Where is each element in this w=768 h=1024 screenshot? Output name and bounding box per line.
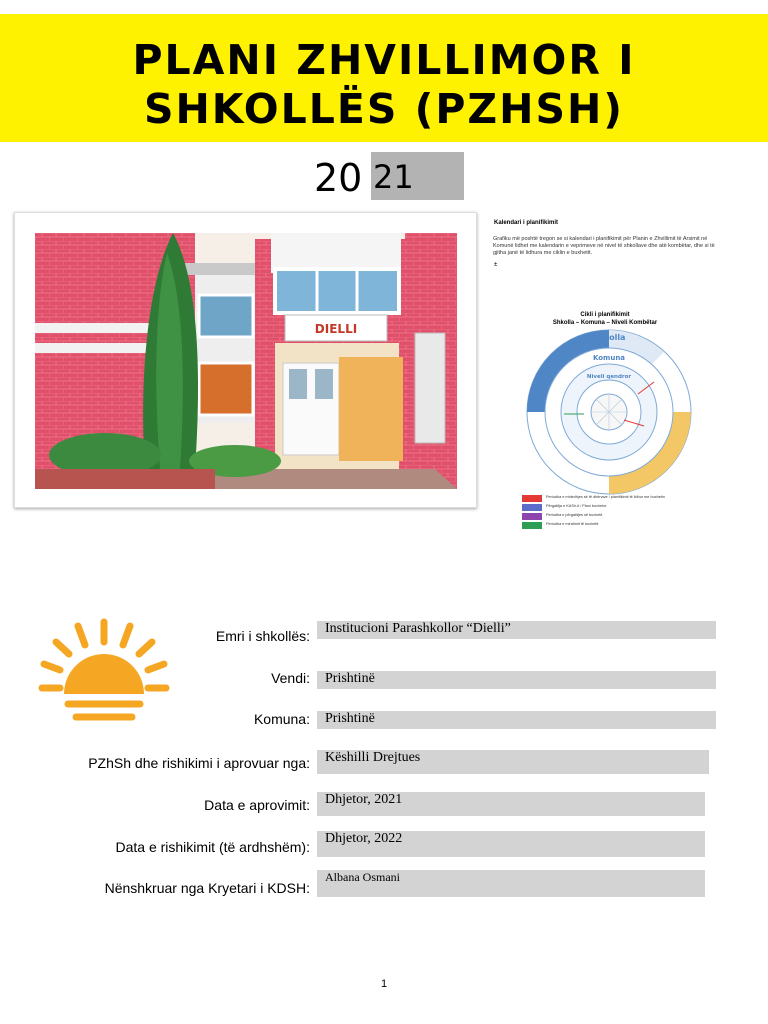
school-name-field[interactable]: Institucioni Parashkollor “Dielli” <box>317 621 716 639</box>
calendar-heading: Kalendari i planifikimit <box>494 220 559 226</box>
legend-swatch <box>522 522 542 529</box>
legend-text: Periudha e mbledhjes së të dhënave / planifikimit të lidhur me buxhetin <box>546 495 665 499</box>
school-building-illustration <box>35 233 457 489</box>
label-municipality: Komuna: <box>253 711 310 727</box>
page-number: 1 <box>380 978 388 990</box>
school-photo-frame <box>14 212 477 508</box>
signed-by-field[interactable]: Albana Osmani <box>317 870 705 897</box>
ring-label-municipality: Komuna <box>592 354 626 362</box>
legend-text: Periudha e përgatitjes së buxhetit <box>546 513 603 517</box>
location-field[interactable]: Prishtinë <box>317 671 716 689</box>
title-banner <box>0 14 768 142</box>
approved-by-field[interactable]: Këshilli Drejtues <box>317 750 709 774</box>
planning-cycle-diagram <box>504 328 714 501</box>
ring-label-school: Shkolla <box>592 333 626 342</box>
legend-swatch <box>522 504 542 511</box>
year-part-2-field[interactable]: 21 <box>371 152 464 200</box>
year-part-1: 20 <box>314 156 363 200</box>
label-signed-by: Nënshkruar nga Kryetari i KDSH: <box>104 880 310 896</box>
legend-swatch <box>522 513 542 520</box>
legend-swatch <box>522 495 542 502</box>
legend-text: Përgatitja e KASh-it / Plani buxhetor <box>546 504 607 508</box>
planning-calendar <box>490 216 720 536</box>
ring-label-national: Niveli qendror <box>586 374 632 380</box>
review-date-field[interactable]: Dhjetor, 2022 <box>317 831 705 857</box>
sign-text: DIELLI <box>314 322 358 336</box>
label-school-name: Emri i shkollës: <box>215 628 310 644</box>
title-line-2: SHKOLLËS (PZHSH) <box>143 85 625 133</box>
label-approved-by: PZhSh dhe rishikimi i aprovuar nga: <box>88 755 310 771</box>
title-line-1: PLANI ZHVILLIMOR I <box>132 36 636 84</box>
label-review-date: Data e rishikimit (të ardhshëm): <box>115 839 310 855</box>
document-title <box>0 36 768 134</box>
legend-text: Periudha e miratimit të buxhetit <box>546 522 599 526</box>
approval-date-field[interactable]: Dhjetor, 2021 <box>317 792 705 816</box>
label-approval-date: Data e aprovimit: <box>204 797 310 813</box>
sun-icon <box>36 616 176 729</box>
calendar-mark: ± <box>494 262 498 268</box>
school-photo <box>35 233 457 489</box>
calendar-description: Grafiku më poshtë tregon se si kalendari i planifikimit për Planin e Zhvillimit të Arsimit në Komunë lidhet me kalendarin e veprimeve në nivel të shkollave dhe atë kombëtar, dhe si të gjitha janë të lidhura me ciklin e buxhetit. <box>493 236 715 256</box>
cycle-title: Cikli i planifikimit <box>580 312 630 318</box>
municipality-field[interactable]: Prishtinë <box>317 711 716 729</box>
label-location: Vendi: <box>271 670 310 686</box>
cycle-levels: Shkolla – Komuna – Niveli Kombëtar <box>552 320 658 326</box>
